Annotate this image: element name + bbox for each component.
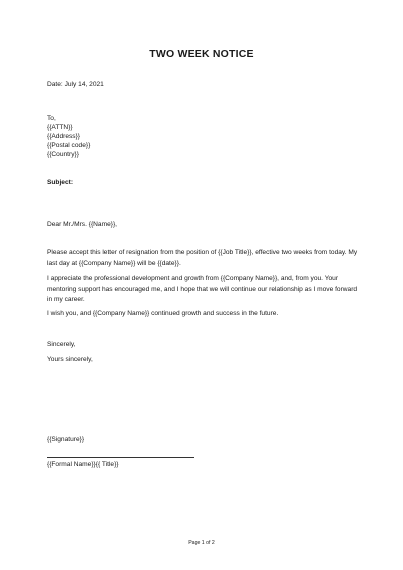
signature-line	[47, 457, 194, 458]
recipient-to: To,	[47, 115, 56, 122]
closing-yours-sincerely: Yours sincerely,	[47, 356, 93, 363]
recipient-address: {{Address}}	[47, 133, 80, 140]
closing-sincerely: Sincerely,	[47, 341, 76, 348]
paragraph-1: Please accept this letter of resignation from the position of {{Job Title}}, effective two weeks from today. My last day at {{Company Name}} will be {{date}}.	[47, 249, 358, 267]
signature-placeholder: {{Signature}}	[47, 436, 85, 443]
date-line: Date: July 14, 2021	[47, 81, 104, 88]
salutation: Dear Mr./Mrs. {{Name}},	[47, 221, 117, 228]
recipient-attn: {{ATTN}}	[47, 124, 73, 131]
page-footer: Page 1 of 2	[188, 540, 215, 546]
formal-name-title: {{Formal Name}}{{ Title}}	[47, 461, 119, 468]
recipient-country: {{Country}}	[47, 151, 79, 158]
document-title: TWO WEEK NOTICE	[149, 48, 254, 60]
recipient-postal-code: {{Postal code}}	[47, 142, 91, 149]
paragraph-3: I wish you, and {{Company Name}} continued growth and success in the future.	[47, 310, 279, 317]
paragraph-2: I appreciate the professional development and growth from {{Company Name}}, and, from you. Your mentoring support has encouraged me, and I hope that we will continue our relationship as I move forward in my career.	[47, 275, 358, 303]
subject-label: Subject:	[47, 179, 74, 186]
